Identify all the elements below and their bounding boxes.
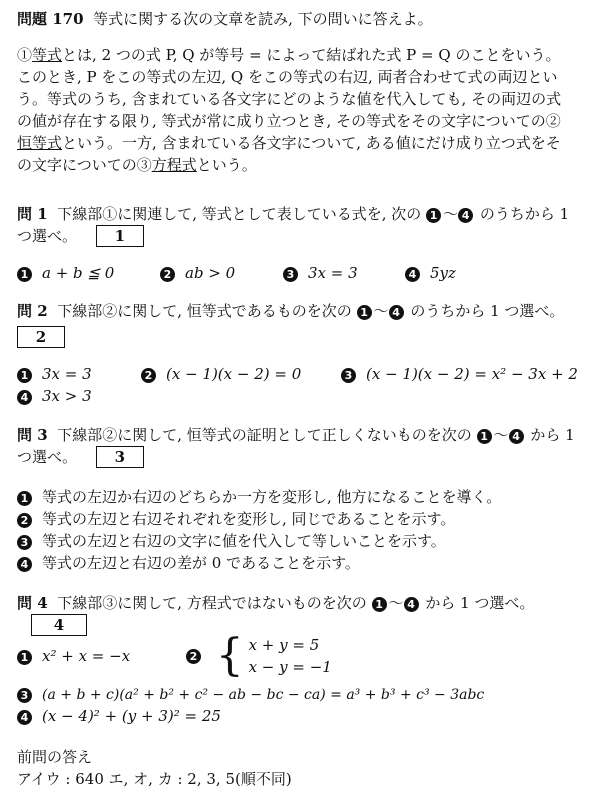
- question-1-text-after: のうちから 1 つ選べ。: [17, 205, 570, 245]
- option-number: 1: [17, 267, 32, 282]
- problem-number: 問題 170: [17, 10, 84, 28]
- option-text: (x − 1)(x − 2) = x² − 3x + 2: [366, 365, 578, 383]
- option-number: 2: [141, 368, 156, 383]
- option-text: 3x > 3: [42, 387, 92, 405]
- q3-option-1[interactable]: [17, 486, 501, 508]
- option-text: x² + x = −x: [42, 647, 131, 665]
- option-text: 3x = 3: [308, 264, 358, 282]
- equation-system: [249, 634, 332, 678]
- question-4-label: 問 4: [17, 594, 48, 612]
- option-text: (x − 4)² + (y + 3)² = 25: [42, 707, 221, 725]
- passage-text-2: という。一方, 含まれている各文字について, ある値にだけ成り立つ式をその文字についての: [17, 134, 561, 174]
- circled-3: ③: [136, 156, 152, 174]
- range-from-marker: 1: [426, 208, 441, 223]
- problem-title: [17, 8, 575, 30]
- question-3-text: 下線部②に関して, 恒等式の証明として正しくないものを次の: [57, 426, 472, 444]
- range-from-marker: 1: [372, 597, 387, 612]
- option-text: 等式の左辺と右辺の差が 0 であることを示す。: [42, 554, 360, 572]
- range-to-marker: 4: [509, 429, 524, 444]
- option-text: ab > 0: [185, 264, 236, 282]
- option-number: 2: [160, 267, 175, 282]
- q4-option-2[interactable]: [186, 630, 332, 681]
- option-text: 5yz: [430, 264, 456, 282]
- previous-answers-text: アイウ : 640 エ, オ, カ : 2, 3, 5(順不同): [17, 770, 292, 788]
- option-text: a + b ≦ 0: [42, 264, 115, 282]
- passage-text-3: という。: [196, 156, 257, 174]
- system-line-1: x + y = 5: [248, 636, 320, 654]
- question-1-label: 問 1: [17, 205, 48, 223]
- q1-option-3[interactable]: [283, 262, 358, 284]
- answer-box-2-row: [17, 326, 65, 348]
- system-brace-icon: {: [215, 630, 244, 681]
- previous-answers: [17, 746, 575, 790]
- answer-box-1[interactable]: 1: [96, 225, 144, 247]
- q4-option-3[interactable]: [17, 683, 484, 705]
- question-1-text: 下線部①に関連して, 等式として表している式を, 次の: [57, 205, 422, 223]
- option-text: 3x = 3: [42, 365, 92, 383]
- option-number: 3: [17, 688, 32, 703]
- option-text: 等式の左辺と右辺の文字に値を代入して等しいことを示す。: [42, 532, 446, 550]
- q2-option-4[interactable]: [17, 385, 92, 407]
- option-number: 1: [17, 650, 32, 665]
- option-number: 4: [17, 390, 32, 405]
- answer-box-3[interactable]: 3: [96, 446, 144, 468]
- previous-answers-heading: 前問の答え: [17, 748, 93, 766]
- option-number: 2: [17, 513, 32, 528]
- underline-identity: 恒等式: [17, 134, 63, 152]
- option-number: 1: [17, 368, 32, 383]
- question-2-text-after: のうちから 1 つ選べ。: [410, 302, 565, 320]
- option-number: 1: [17, 491, 32, 506]
- question-4: [17, 592, 575, 636]
- option-number: 4: [17, 710, 32, 725]
- q2-option-2[interactable]: [141, 363, 301, 385]
- question-3-label: 問 3: [17, 426, 48, 444]
- option-number: 2: [186, 649, 201, 664]
- question-1: [17, 203, 575, 247]
- q1-option-1[interactable]: [17, 262, 114, 284]
- option-number: 4: [405, 267, 420, 282]
- option-number: 4: [17, 557, 32, 572]
- option-number: 3: [283, 267, 298, 282]
- range-to-marker: 4: [404, 597, 419, 612]
- question-4-text: 下線部③に関して, 方程式ではないものを次の: [57, 594, 367, 612]
- q1-option-2[interactable]: [160, 262, 235, 284]
- q2-option-1[interactable]: [17, 363, 92, 385]
- range-from-marker: 1: [357, 305, 372, 320]
- passage: [17, 44, 575, 176]
- q3-option-2[interactable]: [17, 508, 455, 530]
- option-number: 3: [17, 535, 32, 550]
- answer-box-2[interactable]: 2: [17, 326, 65, 348]
- question-2-text: 下線部②に関して, 恒等式であるものを次の: [57, 302, 352, 320]
- circled-2: ②: [545, 112, 561, 130]
- range-tilde: ～: [388, 594, 404, 612]
- option-text: (a + b + c)(a² + b² + c² − ab − bc − ca) = a³ + b³ + c³ − 3abc: [42, 687, 485, 703]
- q1-option-4[interactable]: [405, 262, 456, 284]
- option-text: 等式の左辺と右辺それぞれを変形し, 同じであることを示す。: [42, 510, 456, 528]
- system-line-2: x − y = −1: [248, 658, 332, 676]
- q4-option-4[interactable]: [17, 705, 221, 727]
- question-3: [17, 424, 575, 468]
- question-4-text-after: から 1 つ選べ。: [425, 594, 535, 612]
- option-number: 3: [341, 368, 356, 383]
- question-2: [17, 300, 575, 322]
- range-from-marker: 1: [477, 429, 492, 444]
- range-tilde: ～: [493, 426, 509, 444]
- q3-option-3[interactable]: [17, 530, 446, 552]
- passage-text-1: とは, 2 つの式 P, Q が等号 = によって結ばれた式 P = Q のことをいう。このとき, P をこの等式の左辺, Q をこの等式の右辺, 両者合わせて式の両辺という。等式のうち, 含まれている各文字にどのような値を代入しても, その両辺の式の値が存在する限り, 等式が常に成り立つとき, その等式をその文字についての: [17, 46, 562, 130]
- range-to-marker: 4: [458, 208, 473, 223]
- problem-instruction: 等式に関する次の文章を読み, 下の問いに答えよ。: [93, 10, 433, 28]
- range-to-marker: 4: [389, 305, 404, 320]
- question-3-text-after: から 1 つ選べ。: [17, 426, 575, 466]
- range-tilde: ～: [373, 302, 389, 320]
- circled-1: ①: [17, 46, 33, 64]
- underline-equation: 等式: [32, 46, 63, 64]
- option-text: (x − 1)(x − 2) = 0: [166, 365, 302, 383]
- q4-option-1[interactable]: [17, 645, 130, 667]
- range-tilde: ～: [443, 205, 459, 223]
- underline-equation-solve: 方程式: [151, 156, 197, 174]
- q2-option-3[interactable]: [341, 363, 578, 385]
- question-2-label: 問 2: [17, 302, 48, 320]
- q3-option-4[interactable]: [17, 552, 360, 574]
- option-text: 等式の左辺か右辺のどちらか一方を変形し, 他方になることを導く。: [42, 488, 502, 506]
- answer-box-4[interactable]: 4: [31, 614, 87, 636]
